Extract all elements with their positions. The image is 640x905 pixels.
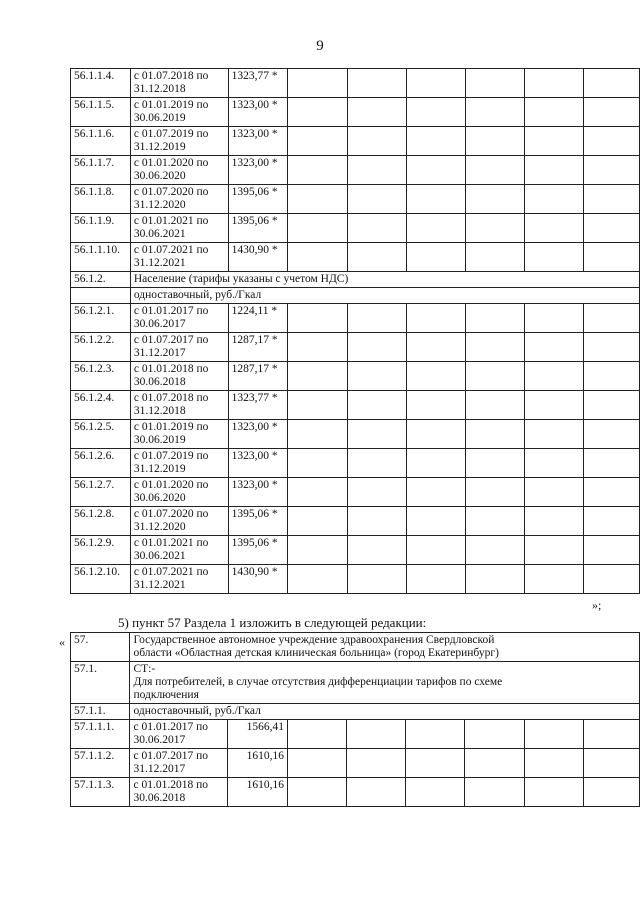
period-line-2: 30.06.2017 — [133, 734, 186, 746]
table-row — [71, 507, 640, 536]
row-value: 1287,17 * — [228, 362, 288, 391]
empty-cell — [347, 778, 406, 807]
empty-cell — [288, 362, 347, 391]
empty-cell — [524, 156, 583, 185]
row-value: 1610,16 — [228, 749, 288, 778]
empty-cell — [583, 214, 639, 243]
table-row — [71, 243, 640, 272]
empty-cell — [583, 420, 639, 449]
row-id: 56.1.2.3. — [71, 362, 131, 391]
row-period — [130, 507, 228, 536]
period-line-1: с 01.01.2021 по — [133, 537, 209, 549]
empty-cell — [524, 69, 583, 98]
empty-cell — [406, 185, 465, 214]
empty-cell — [347, 391, 406, 420]
empty-cell — [406, 98, 465, 127]
sub-line1: СТ:- — [133, 663, 156, 675]
empty-cell — [583, 449, 639, 478]
empty-cell — [288, 127, 347, 156]
period-line-2: 30.06.2021 — [133, 228, 186, 240]
empty-cell — [465, 420, 524, 449]
empty-cell — [583, 778, 639, 807]
row-value: 1395,06 * — [228, 507, 288, 536]
empty-cell — [524, 127, 583, 156]
empty-cell — [524, 420, 583, 449]
row-id: 57.1.1.1. — [71, 720, 130, 749]
period-line-1: с 01.07.2021 по — [133, 566, 209, 578]
section-id: 56.1.2. — [71, 272, 131, 288]
period-line-1: с 01.01.2018 по — [133, 363, 209, 375]
empty-cell — [406, 507, 465, 536]
empty-cell — [465, 214, 524, 243]
empty-cell — [288, 333, 347, 362]
empty-cell — [524, 391, 583, 420]
row-id: 56.1.1.5. — [71, 98, 131, 127]
empty-cell — [347, 156, 406, 185]
period-line-2: 30.06.2018 — [133, 792, 186, 804]
period-line-1: с 01.07.2019 по — [133, 128, 209, 140]
table-row — [71, 536, 640, 565]
empty-cell — [288, 391, 347, 420]
empty-cell — [524, 185, 583, 214]
period-line-1: с 01.01.2019 по — [133, 99, 209, 111]
empty-cell — [288, 449, 347, 478]
row-period — [130, 391, 228, 420]
empty-cell — [583, 536, 639, 565]
row-id: 56.1.1.8. — [71, 185, 131, 214]
row-value: 1323,00 * — [228, 156, 288, 185]
row-id: 56.1.1.6. — [71, 127, 131, 156]
period-line-2: 31.12.2020 — [133, 521, 186, 533]
table-row — [71, 185, 640, 214]
empty-cell — [288, 478, 347, 507]
table-row — [71, 720, 640, 749]
empty-cell — [347, 449, 406, 478]
empty-cell — [524, 565, 583, 594]
row-value: 1224,11 * — [228, 304, 288, 333]
period-line-2: 31.12.2021 — [133, 257, 186, 269]
table-row — [71, 362, 640, 391]
empty-cell — [288, 507, 347, 536]
empty-cell — [583, 127, 639, 156]
empty-cell — [288, 98, 347, 127]
empty-cell — [347, 185, 406, 214]
empty-cell — [524, 478, 583, 507]
table-row — [71, 127, 640, 156]
closing-quote: »; — [592, 598, 602, 612]
empty-cell — [524, 778, 583, 807]
row-id: 56.1.2.2. — [71, 333, 131, 362]
empty-cell — [583, 243, 639, 272]
empty-cell — [406, 391, 465, 420]
empty-cell — [465, 333, 524, 362]
empty-cell — [524, 749, 583, 778]
row-id: 56.1.1.9. — [71, 214, 131, 243]
period-line-2: 31.12.2017 — [133, 347, 186, 359]
row-id: 56.1.2.8. — [71, 507, 131, 536]
empty-cell — [524, 449, 583, 478]
empty-cell — [465, 507, 524, 536]
period-line-2: 30.06.2021 — [133, 550, 186, 562]
row-period — [130, 156, 228, 185]
empty-cell — [465, 243, 524, 272]
row-id: 56.1.1.7. — [71, 156, 131, 185]
empty-cell — [583, 565, 639, 594]
row-value: 1323,00 * — [228, 478, 288, 507]
row-period — [130, 127, 228, 156]
org-id: 57. — [71, 633, 130, 662]
period-line-2: 31.12.2017 — [133, 763, 186, 775]
period-line-2: 30.06.2019 — [133, 112, 186, 124]
empty-cell — [347, 536, 406, 565]
empty-cell — [583, 69, 639, 98]
empty-cell — [406, 420, 465, 449]
empty-cell — [465, 449, 524, 478]
tariff-type-text: одноставочный, руб./Гкал — [130, 704, 640, 720]
sub-line3: подключения — [133, 689, 199, 701]
empty-cell — [347, 420, 406, 449]
org-name — [130, 633, 640, 662]
table-row — [71, 69, 640, 98]
empty-cell — [583, 362, 639, 391]
empty-cell — [406, 749, 465, 778]
period-line-1: с 01.01.2021 по — [133, 215, 209, 227]
empty-cell — [406, 720, 465, 749]
empty-cell — [288, 185, 347, 214]
row-id: 56.1.2.10. — [71, 565, 131, 594]
period-line-1: с 01.01.2020 по — [133, 479, 209, 491]
table-row — [71, 98, 640, 127]
empty-cell — [347, 478, 406, 507]
table-row — [71, 420, 640, 449]
period-line-1: с 01.01.2018 по — [133, 779, 208, 791]
empty-cell — [583, 720, 639, 749]
empty-cell — [524, 536, 583, 565]
tariff-table-57 — [70, 632, 640, 807]
empty-cell — [347, 565, 406, 594]
empty-cell — [465, 127, 524, 156]
period-line-2: 30.06.2019 — [133, 434, 186, 446]
empty-cell — [583, 156, 639, 185]
empty-cell — [287, 749, 346, 778]
table-row — [71, 391, 640, 420]
row-value: 1566,41 — [228, 720, 288, 749]
empty-cell — [406, 333, 465, 362]
empty-cell — [287, 778, 346, 807]
period-line-2: 31.12.2018 — [133, 405, 186, 417]
empty-cell — [347, 507, 406, 536]
period-line-1: с 01.07.2017 по — [133, 750, 208, 762]
empty-cell — [406, 478, 465, 507]
row-value: 1323,00 * — [228, 420, 288, 449]
empty-cell — [347, 243, 406, 272]
empty-cell — [347, 98, 406, 127]
empty-cell — [347, 749, 406, 778]
empty-cell — [406, 214, 465, 243]
amendment-point-text: 5) пункт 57 Раздела 1 изложить в следующей редакции: — [118, 615, 427, 630]
table-row — [71, 749, 640, 778]
row-value: 1430,90 * — [228, 565, 288, 594]
period-line-2: 30.06.2018 — [133, 376, 186, 388]
empty-cell — [524, 507, 583, 536]
row-period — [130, 69, 228, 98]
row-period — [130, 720, 228, 749]
row-value: 1395,06 * — [228, 185, 288, 214]
empty-cell — [583, 304, 639, 333]
period-line-2: 31.12.2019 — [133, 463, 186, 475]
empty-cell — [524, 214, 583, 243]
row-period — [130, 214, 228, 243]
row-period — [130, 749, 228, 778]
row-value: 1323,77 * — [228, 69, 288, 98]
row-period — [130, 565, 228, 594]
period-line-1: с 01.01.2020 по — [133, 157, 209, 169]
empty-cell — [406, 127, 465, 156]
row-value: 1610,16 — [228, 778, 288, 807]
empty-cell — [465, 749, 524, 778]
empty-cell — [524, 333, 583, 362]
empty-cell — [465, 391, 524, 420]
tariff-type-id: 57.1.1. — [71, 704, 130, 720]
empty-cell — [583, 333, 639, 362]
row-period — [130, 778, 228, 807]
table-row — [71, 478, 640, 507]
row-id: 56.1.1.4. — [71, 69, 131, 98]
row-id: 56.1.2.1. — [71, 304, 131, 333]
period-line-1: с 01.07.2019 по — [133, 450, 209, 462]
empty-cell — [524, 98, 583, 127]
table-row — [71, 565, 640, 594]
empty-cell — [465, 304, 524, 333]
empty-cell — [347, 720, 406, 749]
row-period — [130, 536, 228, 565]
empty-cell — [347, 127, 406, 156]
empty-cell — [465, 720, 524, 749]
org-name-line1: Государственное автономное учреждение здравоохранения Свердловской — [133, 634, 495, 646]
row-period — [130, 420, 228, 449]
row-id: 56.1.2.6. — [71, 449, 131, 478]
empty-cell — [287, 720, 346, 749]
sub-text — [130, 662, 640, 704]
empty-cell — [347, 69, 406, 98]
row-id: 56.1.2.7. — [71, 478, 131, 507]
period-line-2: 31.12.2018 — [133, 83, 186, 95]
row-id: 56.1.1.10. — [71, 243, 131, 272]
table-row — [71, 333, 640, 362]
empty-cell — [524, 362, 583, 391]
row-value: 1430,90 * — [228, 243, 288, 272]
period-line-1: с 01.07.2020 по — [133, 186, 209, 198]
empty-cell — [583, 98, 639, 127]
row-value: 1395,06 * — [228, 214, 288, 243]
empty-cell — [406, 449, 465, 478]
row-period — [130, 478, 228, 507]
period-line-1: с 01.07.2018 по — [133, 392, 209, 404]
table-row — [71, 304, 640, 333]
table-row — [71, 449, 640, 478]
empty-cell — [347, 304, 406, 333]
empty-cell — [465, 362, 524, 391]
empty-cell — [465, 536, 524, 565]
period-line-2: 31.12.2019 — [133, 141, 186, 153]
period-line-1: с 01.07.2017 по — [133, 334, 209, 346]
section-blank — [71, 288, 131, 304]
empty-cell — [347, 214, 406, 243]
row-value: 1395,06 * — [228, 536, 288, 565]
period-line-2: 31.12.2021 — [133, 579, 186, 591]
sub-line2: Для потребителей, в случае отсутствия дифференциации тарифов по схеме — [133, 676, 503, 688]
empty-cell — [583, 749, 639, 778]
row-id: 56.1.2.4. — [71, 391, 131, 420]
row-id: 57.1.1.3. — [71, 778, 130, 807]
row-period — [130, 362, 228, 391]
row-value: 1287,17 * — [228, 333, 288, 362]
empty-cell — [347, 362, 406, 391]
row-id: 56.1.2.9. — [71, 536, 131, 565]
empty-cell — [524, 243, 583, 272]
empty-cell — [406, 536, 465, 565]
org-name-line2: области «Областная детская клиническая больница» (город Екатеринбург) — [133, 647, 499, 659]
empty-cell — [465, 185, 524, 214]
period-line-2: 30.06.2020 — [133, 492, 186, 504]
row-id: 56.1.2.5. — [71, 420, 131, 449]
section-title: Население (тарифы указаны с учетом НДС) — [130, 272, 639, 288]
section-subtitle: одноставочный, руб./Гкал — [130, 288, 639, 304]
sub-id: 57.1. — [71, 662, 130, 704]
empty-cell — [288, 536, 347, 565]
empty-cell — [524, 720, 583, 749]
empty-cell — [288, 69, 347, 98]
empty-cell — [465, 478, 524, 507]
table-row — [71, 214, 640, 243]
empty-cell — [406, 243, 465, 272]
period-line-2: 30.06.2017 — [133, 318, 186, 330]
empty-cell — [465, 69, 524, 98]
table-row — [71, 156, 640, 185]
period-line-1: с 01.07.2020 по — [133, 508, 209, 520]
empty-cell — [288, 214, 347, 243]
tariff-table-56 — [70, 68, 640, 594]
empty-cell — [583, 185, 639, 214]
table-row — [71, 778, 640, 807]
empty-cell — [288, 156, 347, 185]
opening-quote: « — [59, 635, 65, 649]
empty-cell — [465, 565, 524, 594]
empty-cell — [406, 565, 465, 594]
row-value: 1323,00 * — [228, 449, 288, 478]
empty-cell — [465, 778, 524, 807]
empty-cell — [406, 304, 465, 333]
period-line-1: с 01.07.2021 по — [133, 244, 209, 256]
empty-cell — [406, 156, 465, 185]
row-period — [130, 304, 228, 333]
period-line-2: 30.06.2020 — [133, 170, 186, 182]
row-period — [130, 185, 228, 214]
period-line-1: с 01.07.2018 по — [133, 70, 209, 82]
empty-cell — [406, 362, 465, 391]
row-id: 57.1.1.2. — [71, 749, 130, 778]
row-value: 1323,00 * — [228, 98, 288, 127]
empty-cell — [524, 304, 583, 333]
row-value: 1323,77 * — [228, 391, 288, 420]
empty-cell — [465, 98, 524, 127]
empty-cell — [347, 333, 406, 362]
empty-cell — [583, 478, 639, 507]
period-line-1: с 01.01.2017 по — [133, 305, 209, 317]
empty-cell — [288, 243, 347, 272]
empty-cell — [583, 391, 639, 420]
empty-cell — [288, 304, 347, 333]
empty-cell — [288, 565, 347, 594]
row-period — [130, 243, 228, 272]
page-number: 9 — [316, 38, 324, 54]
row-period — [130, 333, 228, 362]
row-value: 1323,00 * — [228, 127, 288, 156]
row-period — [130, 98, 228, 127]
empty-cell — [406, 778, 465, 807]
period-line-1: с 01.01.2017 по — [133, 721, 208, 733]
empty-cell — [288, 420, 347, 449]
row-period — [130, 449, 228, 478]
empty-cell — [406, 69, 465, 98]
empty-cell — [583, 507, 639, 536]
period-line-1: с 01.01.2019 по — [133, 421, 209, 433]
empty-cell — [465, 156, 524, 185]
period-line-2: 31.12.2020 — [133, 199, 186, 211]
